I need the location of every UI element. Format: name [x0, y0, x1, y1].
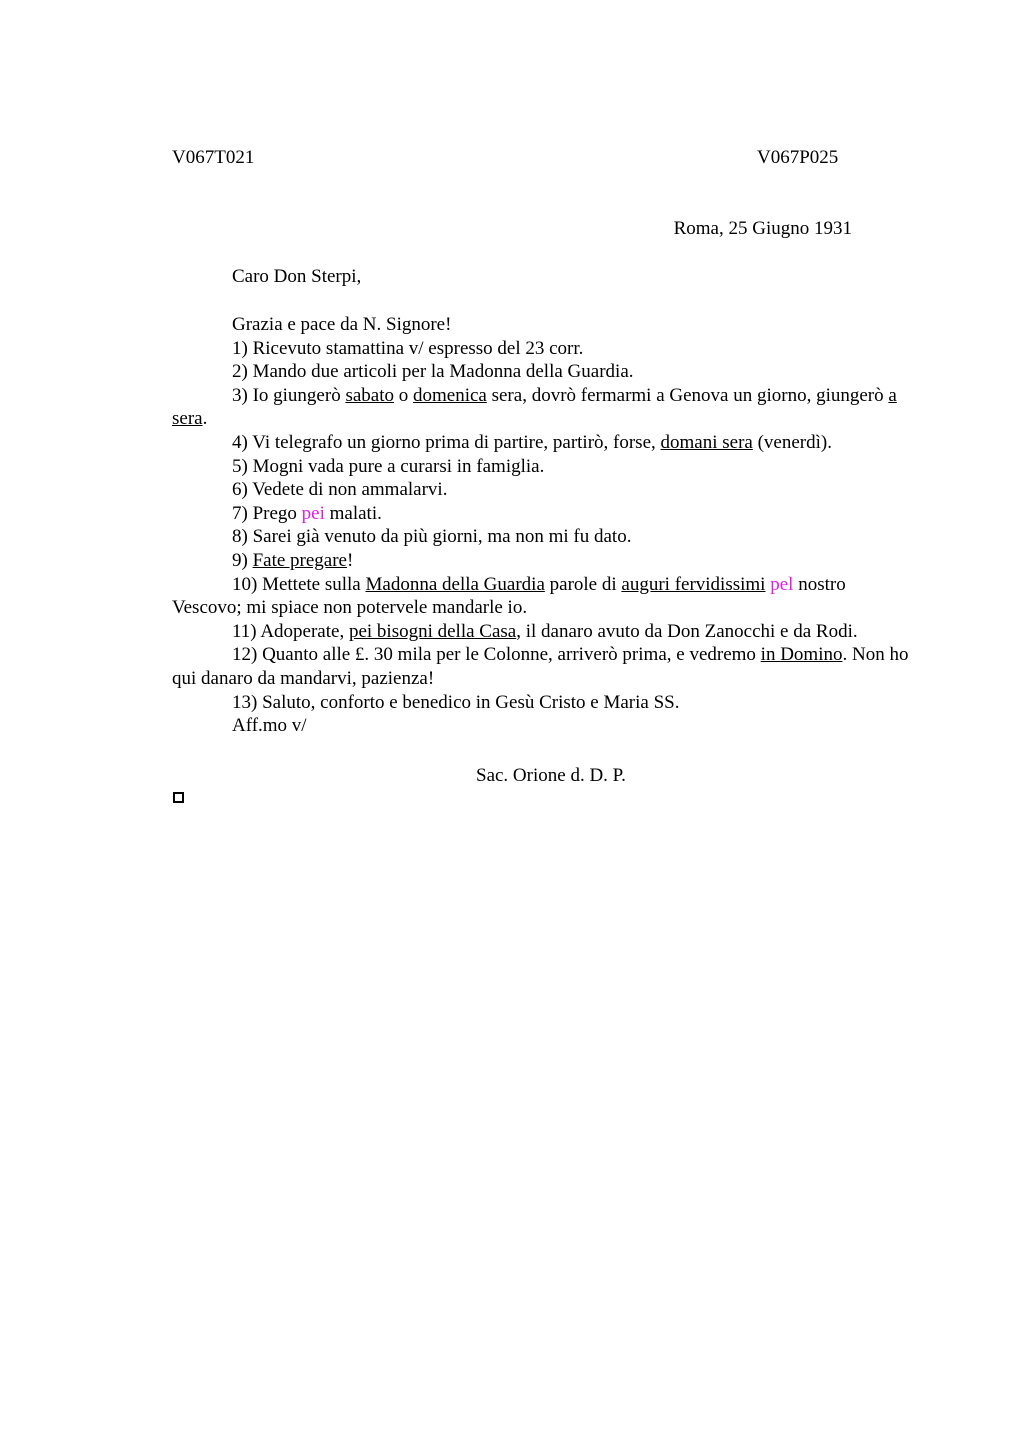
item-4-text: 4) Vi telegrafo un giorno prima di partire, partirò, forse, — [232, 431, 661, 453]
item-3 — [172, 384, 917, 431]
item-9-text: ! — [347, 549, 354, 571]
item-7-text: 7) Prego — [232, 502, 302, 524]
reference-code-right: V067P025 — [757, 147, 839, 168]
item-4-text: (venerdì). — [752, 431, 832, 453]
reference-code-left: V067T021 — [172, 147, 255, 168]
item-3-text: . — [202, 408, 208, 430]
letter-body — [172, 313, 917, 738]
item-5: 5) Mogni vada pure a curarsi in famiglia. — [232, 455, 545, 477]
item-12-underline: in Domino — [760, 644, 843, 666]
item-4 — [172, 431, 917, 455]
item-4-underline: domani sera — [660, 431, 753, 453]
item-1: 1) Ricevuto stamattina v/ espresso del 23 corr. — [232, 337, 584, 359]
item-7-highlight: pei — [301, 502, 325, 524]
item-7 — [172, 502, 917, 526]
item-10-underline-auguri: auguri fervidissimi — [621, 573, 766, 595]
item-6: 6) Vedete di non ammalarvi. — [232, 479, 448, 501]
item-10-underline-madonna: Madonna della Guardia — [365, 573, 545, 595]
salutation: Caro Don Sterpi, — [232, 266, 362, 287]
item-10-text: parole di — [544, 573, 622, 595]
item-9-underline: Fate pregare — [252, 549, 347, 571]
item-3-text: sera, dovrò fermarmi a Genova un giorno, giungerò — [486, 384, 889, 406]
item-9-text: 9) — [232, 549, 253, 571]
item-3-text: o — [394, 384, 413, 406]
item-3-underline-sabato: sabato — [345, 384, 394, 406]
item-2: 2) Mando due articoli per la Madonna della Guardia. — [232, 361, 634, 383]
dateline: Roma, 25 Giugno 1931 — [673, 218, 852, 239]
item-11-underline: pei bisogni della Casa — [348, 620, 517, 642]
item-12-text: 12) Quanto alle £. 30 mila per le Colonne, arriverò prima, e vedremo — [232, 644, 761, 666]
item-11 — [172, 620, 917, 644]
item-7-text: malati. — [324, 502, 382, 524]
opening-line: Grazia e pace da N. Signore! — [232, 314, 452, 335]
item-9 — [172, 549, 917, 573]
square-outline-icon — [173, 792, 184, 803]
item-10 — [172, 573, 917, 620]
item-11-text: 11) Adoperate, — [232, 620, 349, 642]
item-11-text: , il danaro avuto da Don Zanocchi e da Rodi. — [516, 620, 858, 642]
item-10-highlight: pel — [770, 573, 794, 595]
item-3-text: 3) Io giungerò — [232, 384, 346, 406]
closing-line: Aff.mo v/ — [232, 715, 307, 737]
item-13: 13) Saluto, conforto e benedico in Gesù Cristo e Maria SS. — [232, 691, 680, 713]
item-12 — [172, 643, 917, 690]
signature: Sac. Orione d. D. P. — [476, 765, 626, 786]
item-3-underline-domenica: domenica — [413, 384, 487, 406]
item-10-text: 10) Mettete sulla — [232, 573, 366, 595]
item-10-text: nostro Vescovo; mi spiace non potervele mandarle io. — [172, 573, 846, 619]
item-12-text: . Non ho qui danaro da mandarvi, pazienza! — [172, 644, 909, 689]
item-3-underline-a-sera: a sera — [172, 384, 897, 430]
item-8: 8) Sarei già venuto da più giorni, ma non mi fu dato. — [232, 526, 632, 548]
